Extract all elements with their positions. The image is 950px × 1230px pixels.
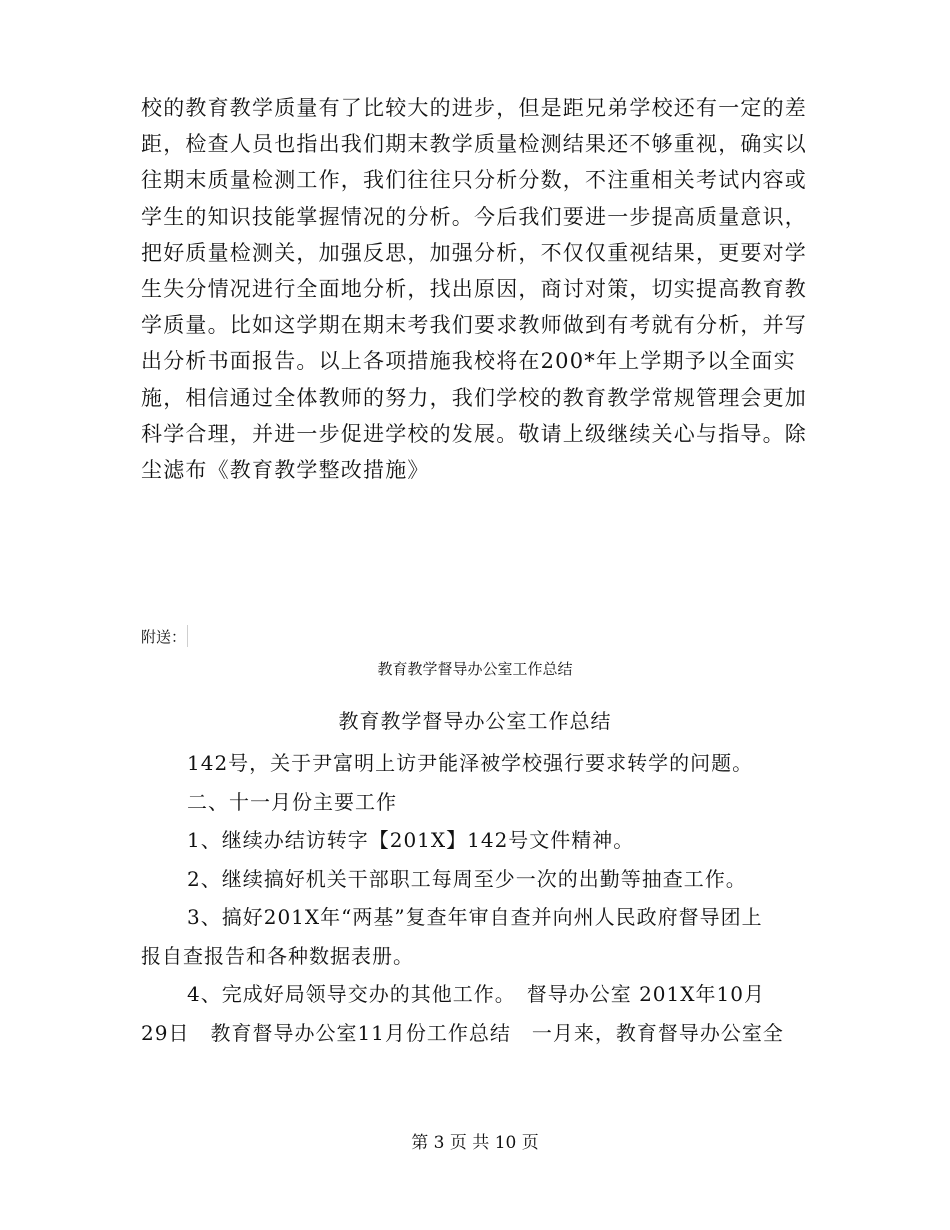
paragraph-line: 学质量。比如这学期在期末考我们要求教师做到有考就有分析，并写 bbox=[141, 313, 807, 338]
paragraph-line: 校的教育教学质量有了比较大的进步，但是距兄弟学校还有一定的差 bbox=[141, 96, 807, 120]
document-heading: 教育教学督导办公室工作总结 bbox=[338, 709, 612, 733]
paragraph-line: 出分析书面报告。以上各项措施我校将在200*年上学期予以全面实 bbox=[141, 349, 796, 374]
appendix-label: 附送： bbox=[141, 628, 187, 646]
page-footer: 第 3 页 共 10 页 bbox=[411, 1133, 539, 1153]
section-heading: 二、十一月份主要工作 bbox=[187, 789, 397, 814]
paragraph-line: 科学合理，并进一步促进学校的发展。敬请上级继续关心与指导。除 bbox=[141, 421, 807, 446]
paragraph-line: 尘滤布《教育教学整改措施》 bbox=[141, 457, 430, 482]
paragraph-line: 施，相信通过全体教师的努力，我们学校的教育教学常规管理会更加 bbox=[141, 385, 807, 410]
list-item-continuation: 报自查报告和各种数据表册。 bbox=[141, 943, 414, 968]
paragraph-line: 往期末质量检测工作，我们往往只分析分数，不注重相关考试内容或 bbox=[141, 168, 807, 193]
body-section-2 bbox=[141, 744, 821, 1052]
paragraph-line: 29日 教育督导办公室11月份工作总结 一月来，教育督导办公室全 bbox=[141, 1020, 784, 1045]
list-item: 2、继续搞好机关干部职工每周至少一次的出勤等抽查工作。 bbox=[187, 866, 747, 891]
paragraph-line: 生失分情况进行全面地分析，找出原因，商讨对策，切实提高教育教 bbox=[141, 276, 807, 301]
list-item: 1、继续办结访转字【201X】142号文件精神。 bbox=[187, 828, 635, 852]
list-item: 4、完成好局领导交办的其他工作。 督导办公室 201X年10月 bbox=[187, 982, 765, 1006]
paragraph-line: 学生的知识技能掌握情况的分析。今后我们要进一步提高质量意识， bbox=[141, 204, 807, 229]
body-paragraph-1 bbox=[141, 90, 821, 488]
paragraph-line: 距，检查人员也指出我们期末教学质量检测结果还不够重视，确实以 bbox=[141, 132, 807, 157]
paragraph-line: 142号，关于尹富明上访尹能泽被学校强行要求转学的问题。 bbox=[187, 751, 754, 775]
list-item: 3、搞好201X年“两基”复查年审自查并向州人民政府督导团上 bbox=[187, 905, 763, 929]
appendix-small-title: 教育教学督导办公室工作总结 bbox=[377, 660, 573, 678]
text-cursor-divider bbox=[187, 625, 188, 647]
paragraph-line: 把好质量检测关，加强反思，加强分析，不仅仅重视结果，更要对学 bbox=[141, 240, 807, 265]
